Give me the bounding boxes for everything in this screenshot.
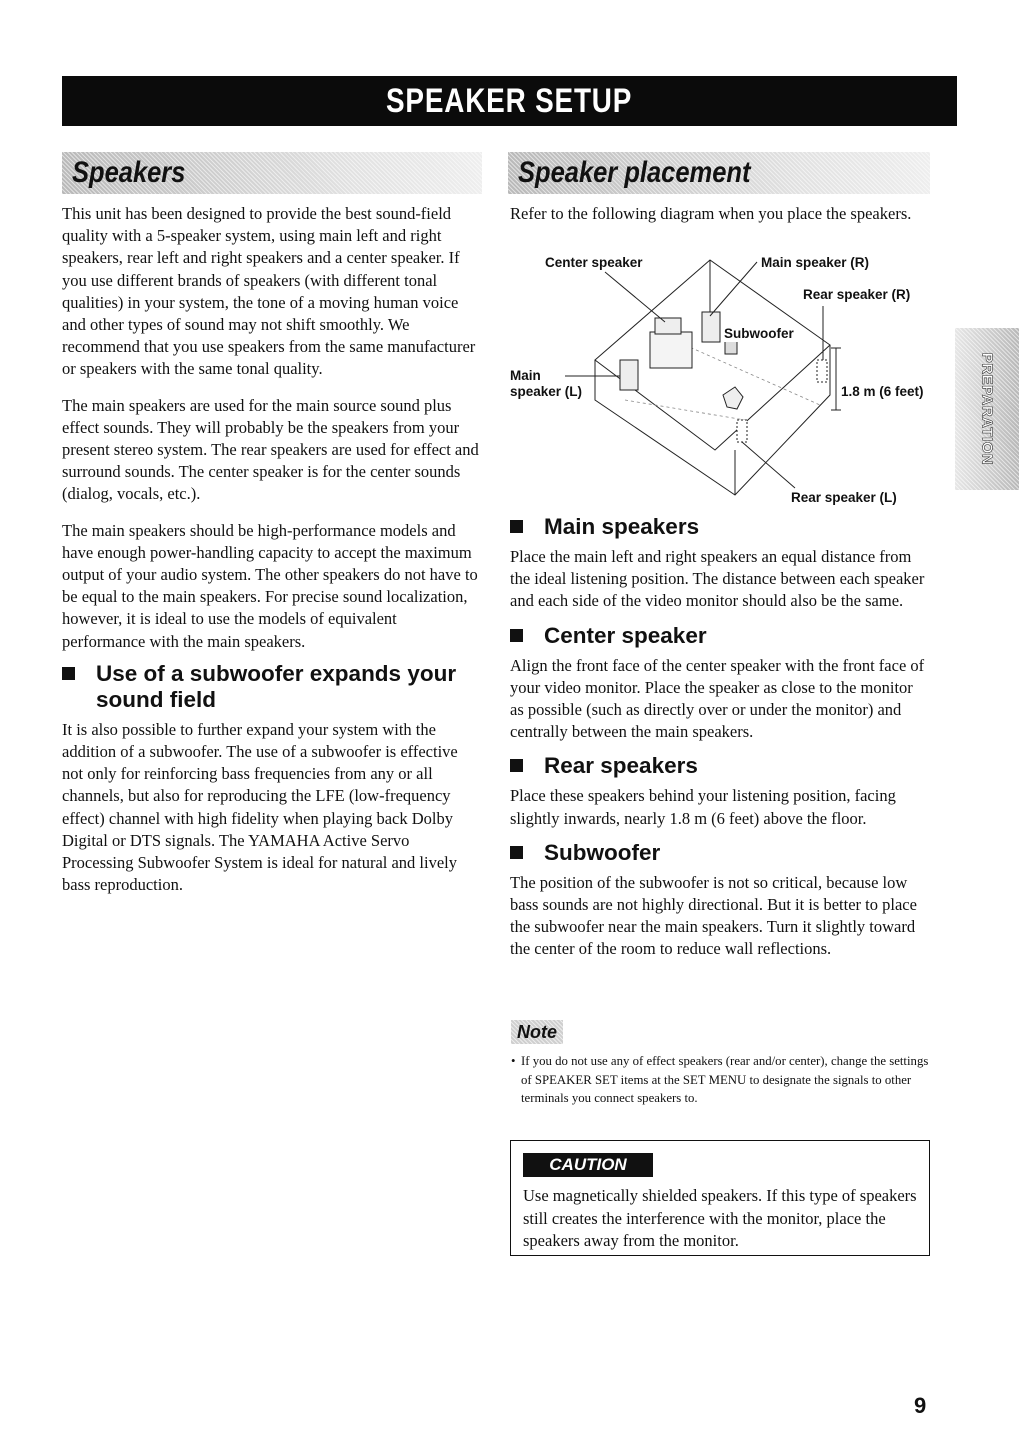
speaker-placement-heading-bar — [508, 152, 930, 194]
caution-box — [510, 1140, 930, 1256]
page-number: 9 — [914, 1393, 927, 1418]
leader-center — [605, 272, 665, 322]
heading-bullet-square — [62, 667, 75, 680]
label-main-l-line1: Main — [510, 368, 541, 383]
rear-speakers-text: Place these speakers behind your listening position, facing slightly inwards, nearly 1.8 m (6 feet) above the floor. — [510, 786, 896, 828]
subwoofer-expands-para: It is also possible to further expand your system with the addition of a subwoofer. The use of a subwoofer is effective not only for reinforcing bass frequencies from any or all channels, but also for reproducing the LFE (low-frequency effect) channel with high fidelity when playing back Dolby Digital or DTS signals. The YAMAHA Active Servo Processing Subwoofer System is ideal for natural and lively bass reproduction. — [62, 719, 458, 895]
leader-main-r — [710, 262, 757, 316]
speakers-heading-bar — [62, 152, 482, 194]
side-tab-preparation — [955, 328, 1019, 490]
placement-intro — [510, 203, 930, 239]
note-label: Note — [511, 1020, 563, 1044]
note-text: If you do not use any of effect speakers (rear and/or center), change the settings of SPEAKER SET items at the SET MENU to designate the signals to other terminals you connect speakers to. — [521, 1054, 929, 1105]
note-bullet: • — [511, 1054, 516, 1068]
leader-rear-l — [742, 442, 795, 488]
center-speaker-heading-text: Center speaker — [544, 622, 707, 648]
main-speaker-l-box — [620, 360, 638, 390]
left-column — [62, 203, 480, 910]
center-speaker-text: Align the front face of the center speaker with the front face of your video monitor. Place the speaker as close to the monitor as possible (such as directly over or under the monitor) and centrally between the main speakers. — [510, 655, 925, 742]
main-speakers-text: Place the main left and right speakers an equal distance from the ideal listening position. The distance between each speaker and each side of the video monitor should also be the same. — [510, 547, 925, 611]
label-center-speaker: Center speaker — [545, 255, 643, 270]
listener-chair — [723, 387, 743, 409]
speaker-placement-heading: Speaker placement — [518, 156, 751, 189]
main-speaker-r-box — [702, 312, 720, 342]
subwoofer-heading — [510, 840, 930, 866]
rear-speakers-heading-text: Rear speakers — [544, 753, 698, 779]
speakers-para-1: This unit has been designed to provide the best sound-field quality with a 5-speaker system, using main left and right speakers, rear left and right speakers and a center speaker. If you use different brands of speakers (with different tonal qualities) in your system, the tone of a moving human voice and other types of sound may not shift smoothly. We recommend that you use speakers from the same manufacturer or speakers with the same tonal quality. — [62, 204, 476, 379]
subwoofer-expands-heading — [62, 661, 480, 713]
label-main-l-line2: speaker (L) — [510, 384, 583, 399]
main-speakers-heading — [510, 514, 930, 540]
placement-intro-text: Refer to the following diagram when you place the speakers. — [510, 204, 912, 223]
banner-title: SPEAKER SETUP — [386, 82, 633, 120]
subwoofer-expands-heading-text: Use of a subwoofer expands your sound field — [96, 660, 457, 712]
label-rear-speaker-r: Rear speaker (R) — [803, 287, 911, 302]
caution-label: CAUTION — [523, 1153, 653, 1177]
caution-text: Use magnetically shielded speakers. If this type of speakers still creates the interference with the monitor, place the speakers away from the monitor. — [523, 1186, 917, 1250]
video-monitor — [650, 332, 692, 368]
heading-bullet-square — [510, 629, 523, 642]
speakers-para-3: The main speakers should be high-performance models and have enough power-handling capacity to accept the maximum output of your audio system. The other speakers do not have to be equal to the main speakers. For precise sound localization, however, it is ideal to use the models of equivalent performance with the main speakers. — [62, 520, 478, 651]
speaker-placement-diagram — [505, 250, 945, 510]
rear-speakers-heading — [510, 753, 930, 779]
heading-bullet-square — [510, 520, 523, 533]
label-rear-speaker-l: Rear speaker (L) — [791, 490, 897, 505]
main-speakers-heading-text: Main speakers — [544, 514, 700, 539]
note-block — [511, 1052, 931, 1108]
subwoofer-text: The position of the subwoofer is not so critical, because low bass sounds are not highly directional. But it is better to place the subwoofer near the main speakers. Turn it slightly toward the center of the room to reduce wall reflections. — [510, 872, 917, 959]
page-banner — [62, 76, 957, 126]
label-main-speaker-r: Main speaker (R) — [761, 255, 870, 270]
listen-line-1 — [685, 345, 820, 405]
center-speaker-heading — [510, 623, 930, 649]
heading-bullet-square — [510, 759, 523, 772]
label-subwoofer: Subwoofer — [724, 326, 794, 341]
side-tab-label: PREPARATION — [978, 352, 996, 466]
room-floor-top — [595, 260, 830, 450]
heading-bullet-square — [510, 846, 523, 859]
rear-speaker-r-box — [817, 360, 827, 382]
subwoofer-heading-text: Subwoofer — [544, 839, 661, 865]
label-height: 1.8 m (6 feet) — [841, 384, 924, 399]
speakers-heading: Speakers — [72, 156, 186, 189]
rear-speaker-l-box — [737, 420, 747, 442]
speakers-para-2: The main speakers are used for the main source sound plus effect sounds. They will probably be the speakers from your present stereo system. The rear speakers are used for effect and surround sounds. The center speaker is for the center sounds (dialog, vocals, etc.). — [62, 395, 479, 504]
right-column-body — [510, 508, 930, 975]
center-speaker-box — [655, 318, 681, 334]
